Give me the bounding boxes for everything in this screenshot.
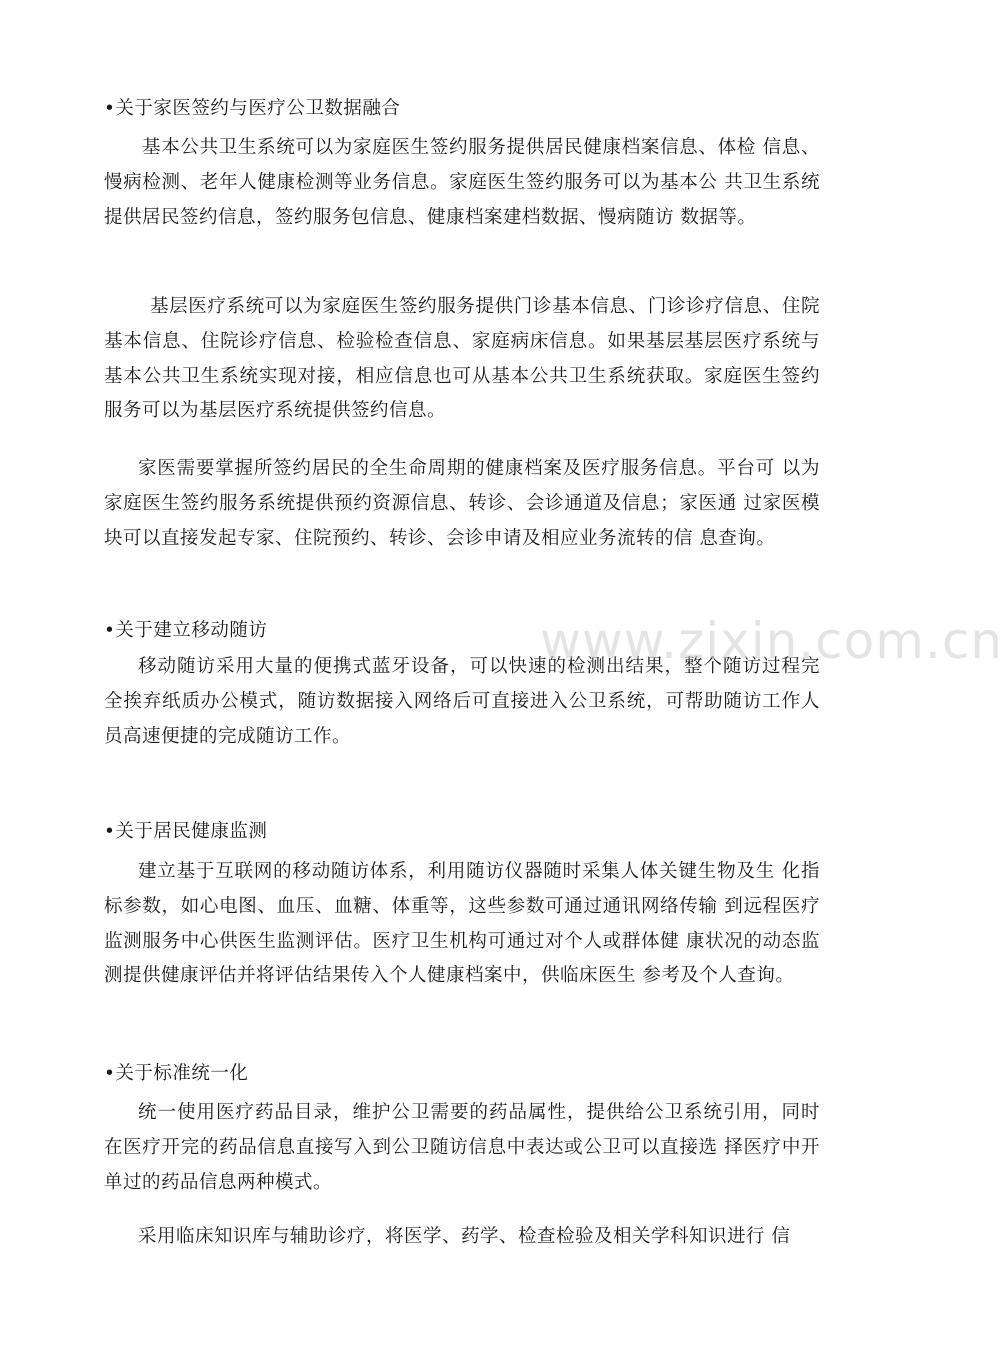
watermark-text: www.zixin.com.cn xyxy=(540,612,1003,670)
section-heading: •关于家医签约与医疗公卫数据融合 xyxy=(104,98,401,119)
paragraph: 基层医疗系统可以为家庭医生签约服务提供门诊基本信息、门诊诊疗信息、住院基本信息、住院诊疗信息、检验检查信息、家庭病床信息。如果基层基层医疗系统与基本公共卫生系统实现对接，相应信息也可从基本公共卫生系统获取。家庭医生签约服务可以为基层医疗系统提供签约信息。 xyxy=(104,296,820,422)
section-heading: •关于居民健康监测 xyxy=(104,821,268,842)
section-heading: •关于标准统一化 xyxy=(104,1063,249,1084)
section-heading: •关于建立移动随访 xyxy=(104,620,268,641)
paragraph: 采用临床知识库与辅助诊疗，将医学、药学、检查检验及相关学科知识进行 信 xyxy=(138,1226,791,1247)
paragraph: 基本公共卫生系统可以为家庭医生签约服务提供居民健康档案信息、体检 信息、慢病检测、老年人健康检测等业务信息。家庭医生签约服务可以为基本公 共卫生系统提供居民签约信息，签约服务包信息、健康档案建档数据、慢病随访 数据等。 xyxy=(104,137,820,228)
paragraph: 移动随访采用大量的便携式蓝牙设备，可以快速的检测出结果，整个随访过程完全挨弃纸质办公模式，随访数据接入网络后可直接进入公卫系统，可帮助随访工作人员高速便捷的完成随访工作。 xyxy=(104,656,820,747)
paragraph: 家医需要掌握所签约居民的全生命周期的健康档案及医疗服务信息。平台可 以为家庭医生签约服务系统提供预约资源信息、转诊、会诊通道及信息；家医通 过家医模块可以直接发起专家、住院预约、转诊、会诊申请及相应业务流转的信 息查询。 xyxy=(104,458,820,549)
paragraph: 统一使用医疗药品目录，维护公卫需要的药品属性，提供给公卫系统引用，同时在医疗开完的药品信息直接写入到公卫随访信息中表达或公卫可以直接选 择医疗中开单过的药品信息两种模式。 xyxy=(104,1102,820,1193)
paragraph: 建立基于互联网的移动随访体系，利用随访仪器随时采集人体关键生物及生 化指标参数，如心电图、血压、血糖、体重等，这些参数可通过通讯网络传输 到远程医疗监测服务中心供医生监测评估。医疗卫生机构可通过对个人或群体健 康状况的动态监测提供健康评估并将评估结果传入个人健康档案中，供临床医生 参考及个人查询。 xyxy=(104,861,820,987)
